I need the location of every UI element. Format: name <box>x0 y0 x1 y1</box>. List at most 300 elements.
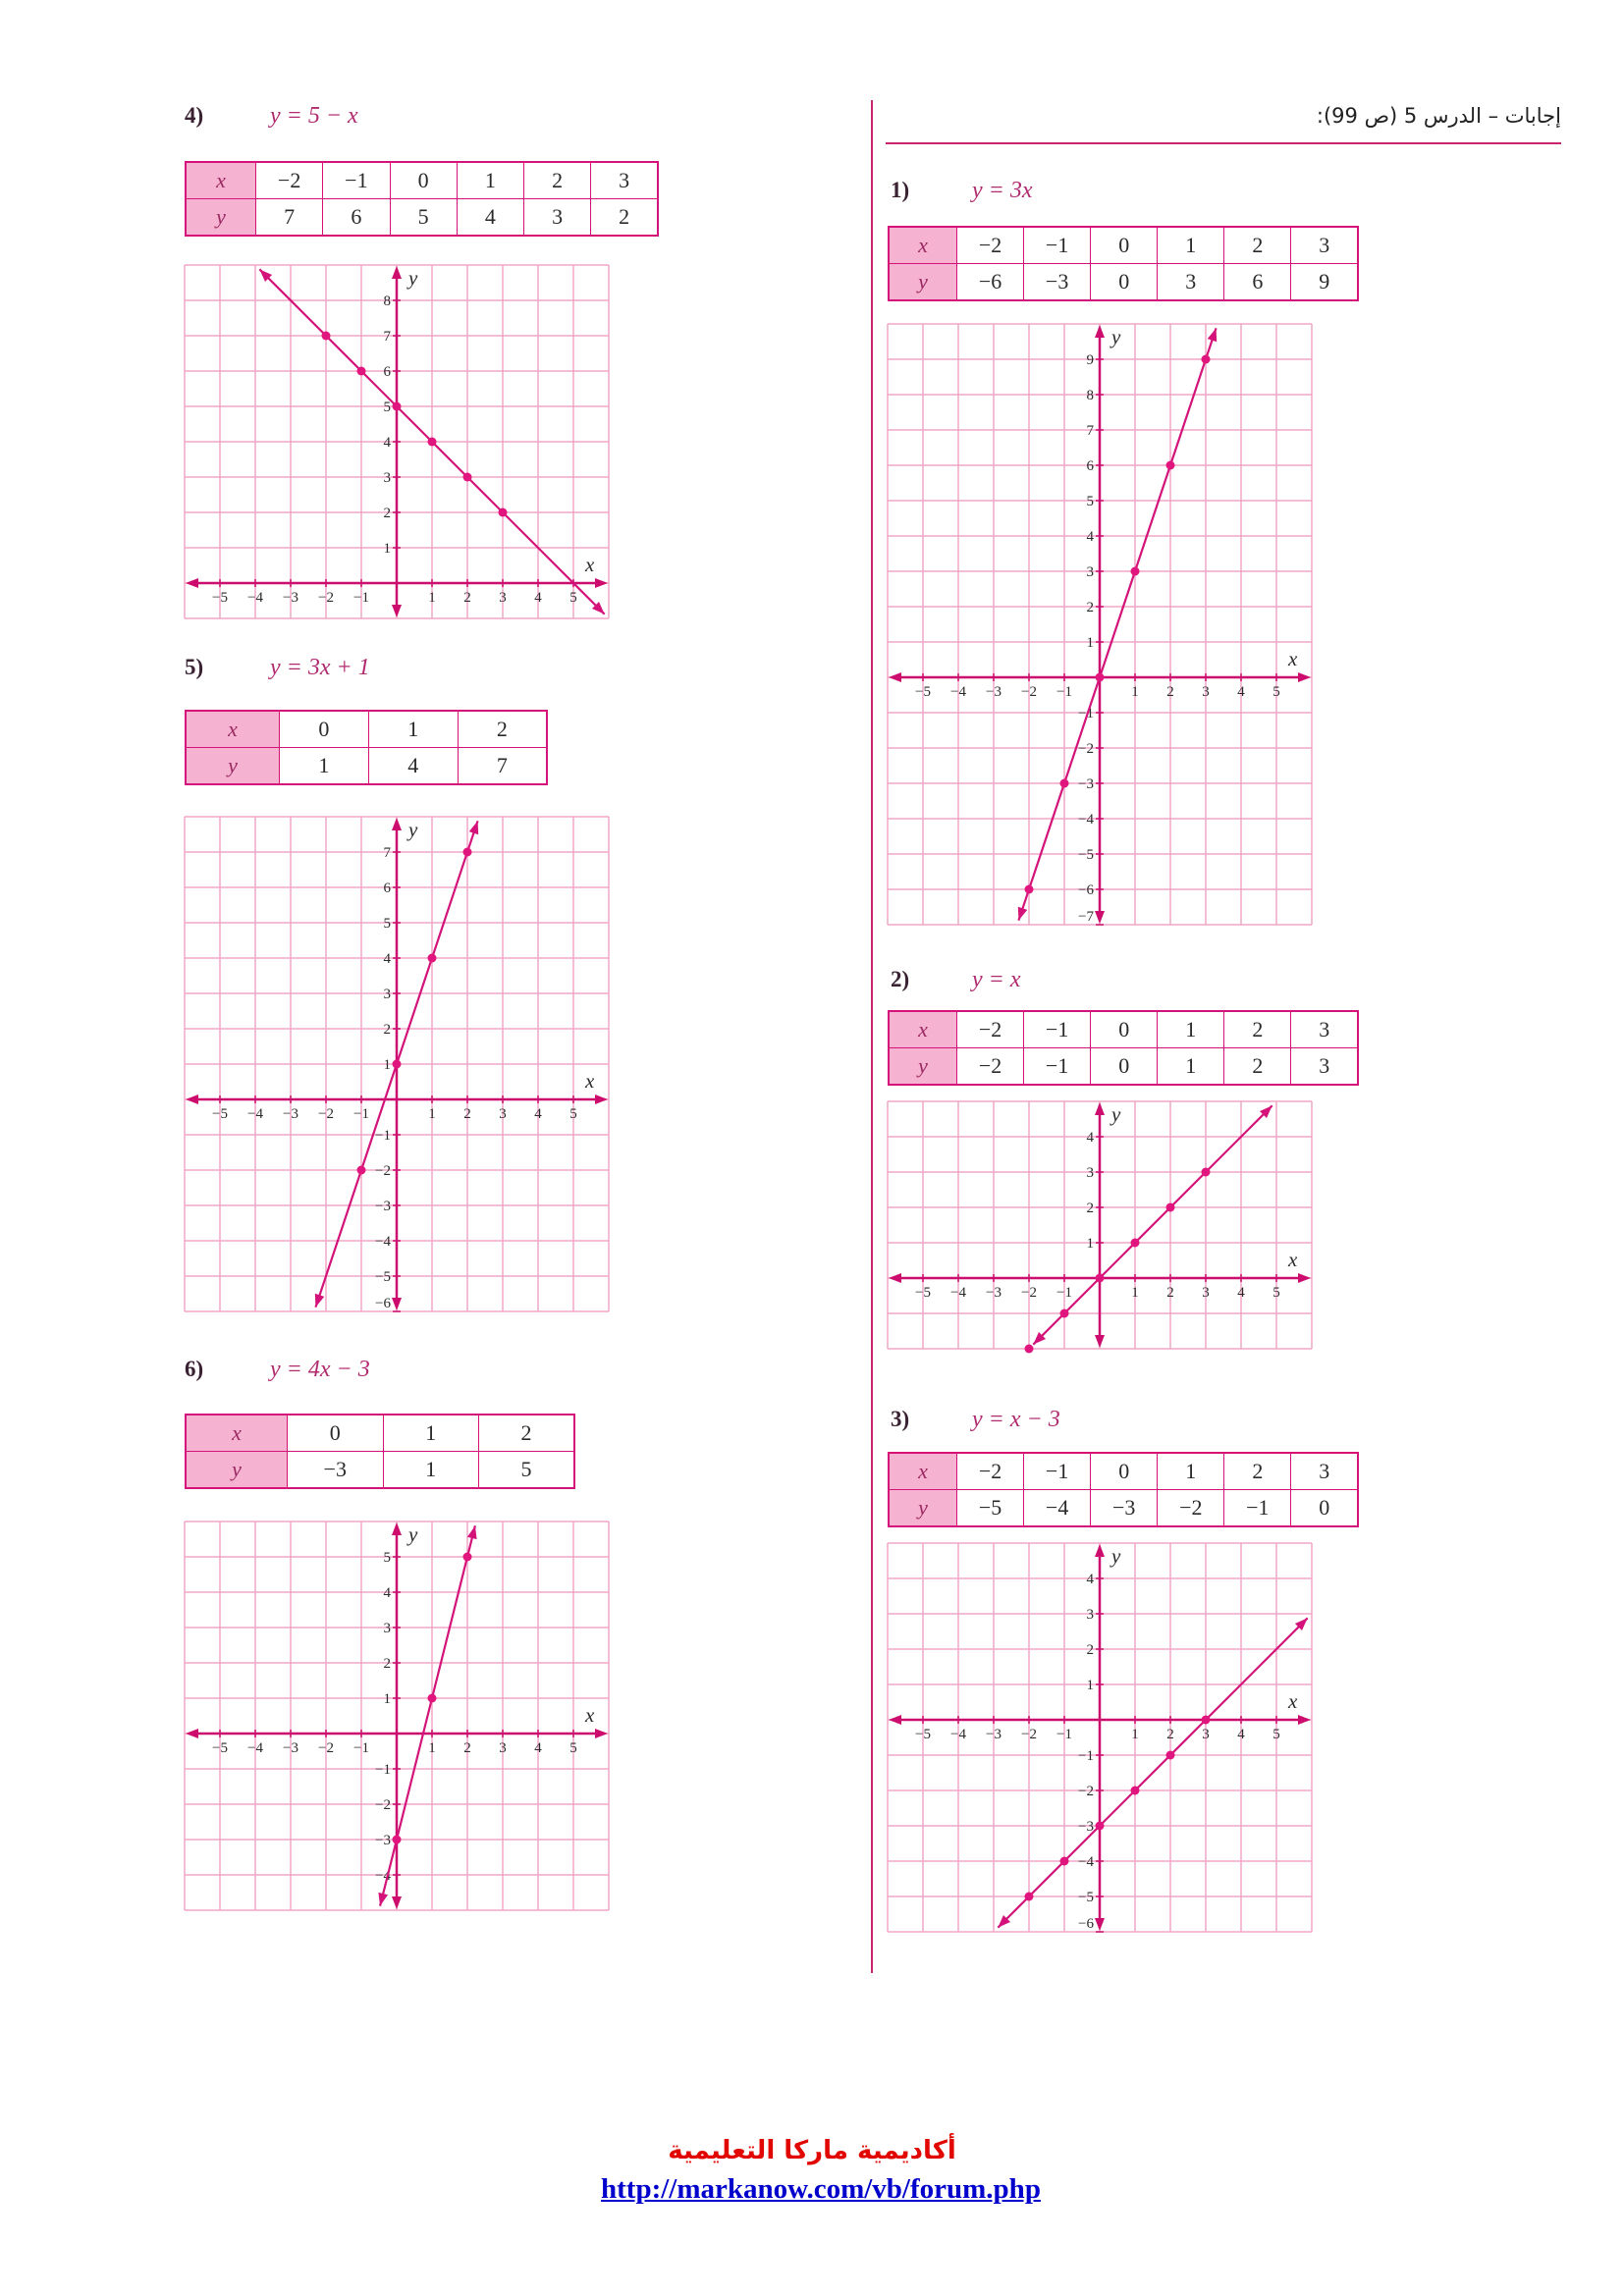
y-tick-label: 2 <box>383 1656 391 1672</box>
x-tick-label: 2 <box>463 590 471 606</box>
arrowhead <box>392 605 402 617</box>
y-axis-label: y <box>408 266 418 290</box>
arrowhead <box>889 672 901 682</box>
data-point <box>428 1694 437 1703</box>
values-table <box>185 161 659 237</box>
table-cell-x: −2 <box>957 1011 1024 1048</box>
problem-equation: y = 3x <box>972 178 1033 203</box>
problem-equation: y = x <box>972 967 1021 992</box>
table-cell-y: 5 <box>390 199 457 237</box>
table-cell-y: 9 <box>1291 264 1358 301</box>
table-row-x <box>889 1011 1358 1048</box>
x-tick-label: 5 <box>569 590 577 606</box>
arrowhead <box>186 578 198 588</box>
x-tick-label: −4 <box>950 684 966 700</box>
table-cell-y: 1 <box>383 1452 479 1489</box>
data-point <box>1060 1309 1069 1318</box>
arrowhead <box>595 578 608 588</box>
table-cell-y: 6 <box>323 199 390 237</box>
y-tick-label: 3 <box>383 987 391 1002</box>
arrowhead <box>392 1522 402 1535</box>
data-point <box>1096 673 1105 682</box>
table-row-x <box>186 162 658 199</box>
table-cell-y: −2 <box>957 1048 1024 1086</box>
table-row-y <box>186 1452 574 1489</box>
table-cell-x: −1 <box>323 162 390 199</box>
y-tick-label: −5 <box>1078 847 1094 863</box>
arrowhead <box>467 1525 477 1539</box>
tick-labels <box>915 1572 1280 1932</box>
values-table <box>185 1414 575 1489</box>
y-axis-label: y <box>408 818 418 841</box>
table-cell-y: 7 <box>458 748 547 785</box>
table-cell-x: 2 <box>479 1415 575 1452</box>
x-axis-label: x <box>1288 1248 1298 1271</box>
table-cell-x: 1 <box>1158 1453 1224 1490</box>
arrowhead <box>1095 1335 1105 1348</box>
table-header-y: y <box>186 1452 288 1489</box>
x-tick-label: 1 <box>1131 1285 1139 1301</box>
x-tick-label: −1 <box>353 590 369 606</box>
problem-number: 2) <box>891 967 910 991</box>
table-cell-y: 1 <box>280 748 369 785</box>
table-cell-x: 0 <box>390 162 457 199</box>
data-point <box>322 332 331 341</box>
function-line-group <box>1018 328 1217 920</box>
table-cell-x: 3 <box>1291 1011 1358 1048</box>
x-tick-label: −4 <box>247 1740 263 1756</box>
y-tick-label: 7 <box>383 845 391 861</box>
y-tick-label: −3 <box>1078 1819 1094 1835</box>
header-underline <box>886 142 1561 144</box>
x-tick-label: 3 <box>1202 1727 1210 1742</box>
y-tick-label: 4 <box>1086 1130 1094 1146</box>
x-tick-label: −1 <box>1056 1285 1072 1301</box>
table-cell-x: 0 <box>1091 227 1158 264</box>
arrowhead <box>1298 1273 1311 1283</box>
table-cell-x: 0 <box>288 1415 384 1452</box>
x-tick-label: −4 <box>247 1106 263 1122</box>
table-cell-x: −1 <box>1024 1453 1091 1490</box>
table-cell-y: 0 <box>1091 1048 1158 1086</box>
y-tick-label: −1 <box>375 1128 391 1144</box>
arrowhead <box>1095 1102 1105 1115</box>
y-tick-label: 5 <box>383 1550 391 1566</box>
y-tick-label: 4 <box>1086 529 1094 545</box>
y-tick-label: 4 <box>383 435 391 451</box>
data-point <box>393 402 402 411</box>
table-cell-y: 3 <box>1158 264 1224 301</box>
table-header-y: y <box>889 1048 957 1086</box>
x-tick-label: 5 <box>569 1740 577 1756</box>
values-table <box>888 1010 1359 1086</box>
table-cell-y: 6 <box>1224 264 1291 301</box>
y-tick-label: −1 <box>1078 706 1094 721</box>
data-point <box>1131 1239 1140 1248</box>
x-tick-label: −4 <box>247 590 263 606</box>
table-cell-x: 0 <box>1091 1011 1158 1048</box>
x-tick-label: 2 <box>1166 1727 1174 1742</box>
problem-equation: y = 4x − 3 <box>270 1357 370 1382</box>
y-tick-label: −4 <box>375 1868 391 1884</box>
problem-equation: y = 5 − x <box>270 103 358 129</box>
x-tick-label: −1 <box>353 1106 369 1122</box>
data-point <box>357 1166 366 1175</box>
y-tick-label: 5 <box>383 400 391 415</box>
y-tick-label: −4 <box>1078 1854 1094 1870</box>
y-tick-label: 3 <box>383 1621 391 1636</box>
graph-svg <box>888 324 1312 925</box>
x-tick-label: 4 <box>1237 684 1245 700</box>
y-tick-label: 5 <box>1086 494 1094 509</box>
table-header-y: y <box>186 199 256 237</box>
problem-number: 1) <box>891 178 910 202</box>
coordinate-graph <box>185 1522 609 1910</box>
data-point <box>1202 1716 1211 1725</box>
table-row-y <box>889 1490 1358 1527</box>
y-tick-label: 9 <box>1086 352 1094 368</box>
x-tick-label: −2 <box>318 1740 334 1756</box>
table-header-x: x <box>889 1011 957 1048</box>
problem-equation: y = x − 3 <box>972 1407 1060 1432</box>
x-tick-label: −4 <box>950 1727 966 1742</box>
y-tick-label: 2 <box>383 506 391 521</box>
x-tick-label: 4 <box>1237 1727 1245 1742</box>
column-divider <box>871 100 873 1973</box>
x-tick-label: −2 <box>1021 1727 1037 1742</box>
coordinate-graph <box>185 265 609 618</box>
arrowhead <box>378 1893 388 1906</box>
data-point <box>1166 1203 1175 1212</box>
table-header-y: y <box>889 264 957 301</box>
function-line <box>1033 1105 1272 1344</box>
table-cell-x: 2 <box>1224 1453 1291 1490</box>
x-tick-label: 3 <box>499 1740 507 1756</box>
function-line <box>998 1618 1307 1927</box>
arrowhead <box>889 1715 901 1725</box>
graph-svg <box>888 1101 1312 1349</box>
table-row-x <box>889 1453 1358 1490</box>
arrowhead <box>595 1095 608 1104</box>
x-tick-label: 3 <box>499 1106 507 1122</box>
function-line-group <box>378 1525 476 1905</box>
x-tick-label: 2 <box>1166 1285 1174 1301</box>
data-point <box>1202 1168 1211 1177</box>
table-cell-y: 3 <box>524 199 591 237</box>
graph-svg <box>888 1543 1312 1932</box>
x-axis-label: x <box>585 553 595 576</box>
data-point <box>1096 1822 1105 1831</box>
y-axis-label: y <box>1111 325 1121 348</box>
x-tick-label: −5 <box>915 1285 931 1301</box>
footer-academy-name: أكاديمية ماركا التعليمية <box>668 2136 956 2165</box>
x-axis-label: x <box>1288 647 1298 670</box>
table-cell-x: 2 <box>458 711 547 748</box>
arrowhead <box>1095 1918 1105 1931</box>
values-table <box>888 1452 1359 1527</box>
y-tick-label: 1 <box>383 541 391 557</box>
table-cell-y: −3 <box>1024 264 1091 301</box>
graph-svg <box>185 265 609 618</box>
data-point <box>1166 461 1175 470</box>
y-tick-label: −1 <box>1078 1748 1094 1764</box>
y-tick-label: 6 <box>1086 458 1094 474</box>
coordinate-graph <box>888 324 1312 925</box>
y-tick-label: 2 <box>1086 1642 1094 1658</box>
coordinate-graph <box>888 1543 1312 1932</box>
y-tick-label: −3 <box>1078 776 1094 792</box>
y-tick-label: −7 <box>1078 909 1094 925</box>
x-tick-label: −2 <box>318 1106 334 1122</box>
table-cell-y: −5 <box>957 1490 1024 1527</box>
x-tick-label: 4 <box>534 1740 542 1756</box>
x-tick-label: 5 <box>1272 1285 1280 1301</box>
x-tick-label: −5 <box>915 1727 931 1742</box>
y-tick-label: 1 <box>383 1057 391 1073</box>
x-tick-label: −5 <box>915 684 931 700</box>
arrowhead <box>889 1273 901 1283</box>
arrowhead <box>469 821 478 834</box>
y-tick-label: 2 <box>1086 600 1094 615</box>
data-point <box>393 1060 402 1069</box>
table-cell-y: 7 <box>256 199 323 237</box>
arrowhead <box>186 1729 198 1738</box>
table-header-y: y <box>889 1490 957 1527</box>
data-point <box>428 438 437 447</box>
y-tick-label: 4 <box>383 1585 391 1601</box>
tick-labels <box>915 352 1280 925</box>
y-tick-label: 3 <box>383 470 391 486</box>
x-tick-label: −3 <box>283 1740 298 1756</box>
arrowhead <box>1208 328 1217 342</box>
y-tick-label: 7 <box>1086 423 1094 439</box>
coordinate-graph <box>185 817 609 1311</box>
arrowhead <box>1298 672 1311 682</box>
data-point <box>1166 1751 1175 1760</box>
x-axis-label: x <box>585 1703 595 1727</box>
arrowhead <box>392 1896 402 1909</box>
table-cell-x: −1 <box>1024 227 1091 264</box>
table-header-x: x <box>889 1453 957 1490</box>
x-tick-label: −1 <box>353 1740 369 1756</box>
data-point <box>1025 1345 1034 1354</box>
y-tick-label: 3 <box>1086 564 1094 580</box>
problem-number: 5) <box>185 655 204 679</box>
y-tick-label: 1 <box>1086 1236 1094 1252</box>
arrowhead <box>186 1095 198 1104</box>
table-row-x <box>889 227 1358 264</box>
problem-equation: y = 3x + 1 <box>270 655 370 680</box>
y-tick-label: −3 <box>375 1833 391 1848</box>
arrowhead <box>1298 1715 1311 1725</box>
data-point <box>1060 779 1069 788</box>
function-line-group <box>998 1618 1307 1927</box>
x-tick-label: −5 <box>212 1106 228 1122</box>
table-cell-y: −1 <box>1224 1490 1291 1527</box>
y-tick-label: −3 <box>375 1199 391 1214</box>
y-tick-label: −2 <box>375 1163 391 1179</box>
table-cell-x: 1 <box>1158 227 1224 264</box>
arrowhead <box>1095 1544 1105 1557</box>
x-axis-label: x <box>1288 1689 1298 1713</box>
x-tick-label: −1 <box>1056 684 1072 700</box>
table-row-y <box>186 748 547 785</box>
y-tick-label: 3 <box>1086 1165 1094 1181</box>
y-tick-label: −5 <box>1078 1890 1094 1905</box>
table-row-x <box>186 711 547 748</box>
table-cell-y: −3 <box>1091 1490 1158 1527</box>
table-cell-y: 3 <box>1291 1048 1358 1086</box>
data-point <box>1131 1787 1140 1795</box>
x-tick-label: −3 <box>986 684 1001 700</box>
data-point <box>1202 355 1211 364</box>
problem-number: 3) <box>891 1407 910 1431</box>
y-axis-label: y <box>1111 1102 1121 1126</box>
data-point <box>1060 1857 1069 1866</box>
data-point <box>1025 1893 1034 1901</box>
y-tick-label: −4 <box>1078 812 1094 828</box>
x-tick-label: −5 <box>212 1740 228 1756</box>
x-tick-label: 3 <box>499 590 507 606</box>
y-tick-label: 1 <box>1086 635 1094 651</box>
table-header-x: x <box>186 711 280 748</box>
y-tick-label: −6 <box>1078 1916 1094 1932</box>
table-header-x: x <box>186 1415 288 1452</box>
function-line-group <box>1025 1105 1272 1353</box>
table-row-x <box>186 1415 574 1452</box>
y-tick-label: 4 <box>1086 1572 1094 1587</box>
y-tick-label: −6 <box>1078 882 1094 898</box>
table-cell-y: −2 <box>1158 1490 1224 1527</box>
table-cell-y: 2 <box>1224 1048 1291 1086</box>
values-table <box>888 226 1359 301</box>
x-tick-label: −2 <box>1021 684 1037 700</box>
footer-forum-link[interactable]: http://markanow.com/vb/forum.php <box>601 2173 1041 2205</box>
table-cell-x: 3 <box>591 162 658 199</box>
table-cell-y: −3 <box>288 1452 384 1489</box>
x-tick-label: 3 <box>1202 684 1210 700</box>
function-line <box>1018 328 1216 920</box>
x-tick-label: 2 <box>463 1740 471 1756</box>
table-cell-x: −1 <box>1024 1011 1091 1048</box>
arrowhead <box>1095 325 1105 338</box>
axes <box>186 1522 608 1909</box>
table-row-y <box>186 199 658 237</box>
x-tick-label: −2 <box>318 590 334 606</box>
table-row-y <box>889 264 1358 301</box>
x-tick-label: 1 <box>1131 1727 1139 1742</box>
axes <box>889 325 1311 925</box>
table-cell-x: 2 <box>1224 1011 1291 1048</box>
x-tick-label: 4 <box>1237 1285 1245 1301</box>
x-axis-label: x <box>585 1069 595 1093</box>
data-point <box>1025 885 1034 894</box>
data-point <box>499 508 508 517</box>
table-cell-y: 1 <box>1158 1048 1224 1086</box>
table-header-x: x <box>889 227 957 264</box>
x-tick-label: 2 <box>463 1106 471 1122</box>
function-line <box>380 1525 475 1905</box>
x-tick-label: 2 <box>1166 684 1174 700</box>
y-tick-label: −2 <box>1078 741 1094 757</box>
y-tick-label: −1 <box>375 1762 391 1778</box>
table-cell-x: 1 <box>368 711 458 748</box>
y-tick-label: −5 <box>375 1269 391 1285</box>
y-tick-label: 8 <box>1086 388 1094 403</box>
values-table <box>185 710 548 785</box>
y-tick-label: 1 <box>1086 1678 1094 1693</box>
y-tick-label: −2 <box>1078 1784 1094 1799</box>
table-cell-y: 0 <box>1091 264 1158 301</box>
y-tick-label: 6 <box>383 364 391 380</box>
graph-svg <box>185 817 609 1311</box>
y-axis-label: y <box>408 1522 418 1546</box>
x-tick-label: −5 <box>212 590 228 606</box>
data-point <box>1096 1274 1105 1283</box>
table-cell-x: 0 <box>280 711 369 748</box>
table-cell-x: −2 <box>957 1453 1024 1490</box>
data-point <box>428 954 437 963</box>
y-tick-label: 2 <box>1086 1201 1094 1216</box>
table-header-x: x <box>186 162 256 199</box>
y-tick-label: 8 <box>383 294 391 309</box>
x-tick-label: 5 <box>569 1106 577 1122</box>
graph-svg <box>185 1522 609 1910</box>
x-tick-label: 3 <box>1202 1285 1210 1301</box>
table-cell-x: 1 <box>383 1415 479 1452</box>
table-cell-x: 3 <box>1291 227 1358 264</box>
problem-number: 4) <box>185 103 204 128</box>
table-cell-y: −4 <box>1024 1490 1091 1527</box>
table-header-y: y <box>186 748 280 785</box>
y-tick-label: 1 <box>383 1691 391 1707</box>
y-tick-label: 2 <box>383 1022 391 1038</box>
x-tick-label: 5 <box>1272 1727 1280 1742</box>
table-cell-x: 1 <box>1158 1011 1224 1048</box>
coordinate-graph <box>888 1101 1312 1349</box>
arrowhead <box>1018 907 1027 921</box>
x-tick-label: −3 <box>986 1727 1001 1742</box>
y-tick-label: 3 <box>1086 1607 1094 1623</box>
x-tick-label: 1 <box>1131 684 1139 700</box>
x-tick-label: −4 <box>950 1285 966 1301</box>
table-cell-y: 4 <box>368 748 458 785</box>
y-tick-label: −6 <box>375 1296 391 1311</box>
x-tick-label: −2 <box>1021 1285 1037 1301</box>
table-cell-x: 3 <box>1291 1453 1358 1490</box>
data-point <box>1131 567 1140 576</box>
table-cell-y: −6 <box>957 264 1024 301</box>
arrowhead <box>392 818 402 830</box>
x-tick-label: −3 <box>283 1106 298 1122</box>
table-cell-y: 5 <box>479 1452 575 1489</box>
y-tick-label: 7 <box>383 329 391 345</box>
table-cell-x: −2 <box>256 162 323 199</box>
table-cell-y: 2 <box>591 199 658 237</box>
arrowhead <box>1095 911 1105 924</box>
y-tick-label: 5 <box>383 916 391 932</box>
page-header-title: إجابات – الدرس 5 (ص 99): <box>1316 104 1561 128</box>
tick-labels <box>212 1550 577 1884</box>
y-tick-label: 4 <box>383 951 391 967</box>
arrowhead <box>315 1294 324 1308</box>
x-tick-label: 4 <box>534 1106 542 1122</box>
arrowhead <box>595 1729 608 1738</box>
table-row-y <box>889 1048 1358 1086</box>
data-point <box>357 367 366 376</box>
table-cell-x: 2 <box>524 162 591 199</box>
x-tick-label: −1 <box>1056 1727 1072 1742</box>
